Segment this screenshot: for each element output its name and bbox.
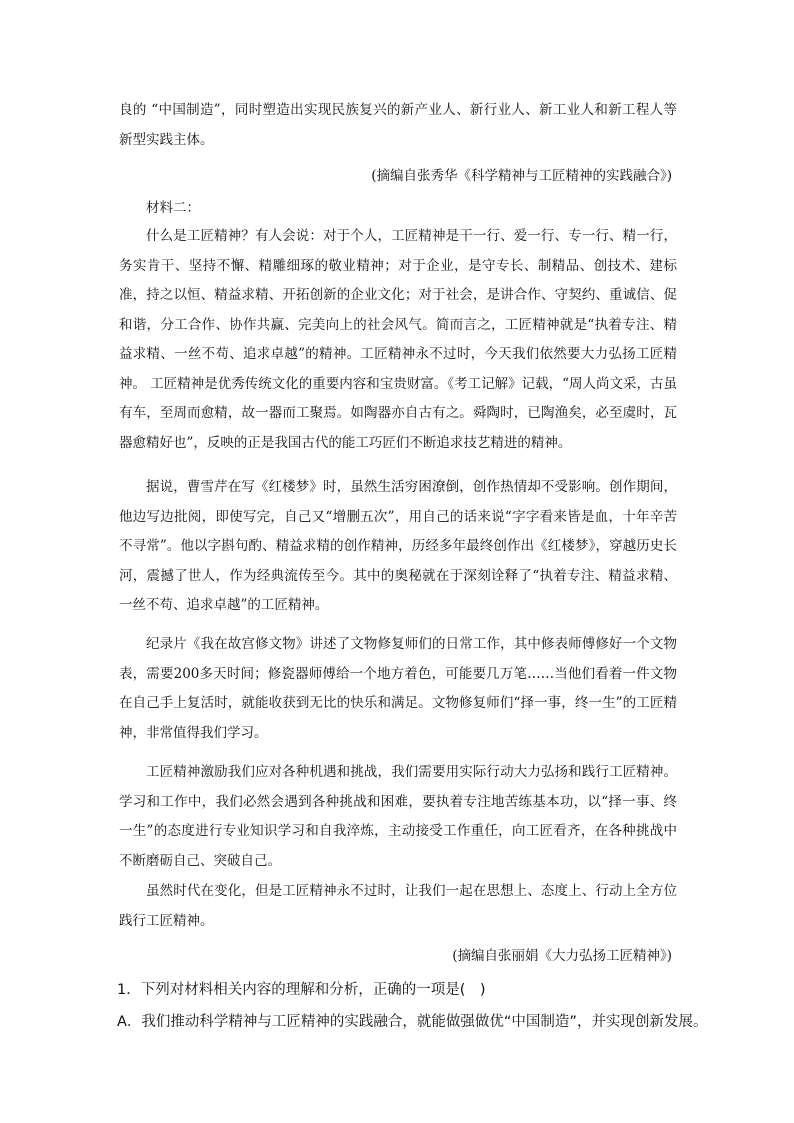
paragraph-3: 纪录片《我在故宫修文物》讲述了文物修复师们的日常工作，其中修表师傅修好一个文物表，需要200多天时间；修瓷器师傅给一个地方着色，可能要几万笔……当他们看着一件文物在自己手上复活时，就能收获到无比的快乐和满足。文物修复师们“择一事，终一生”的工匠精神，非常值得我们学习。 bbox=[119, 636, 677, 741]
paragraph-1: 什么是工匠精神？有人会说：对于个人，工匠精神是干一行、爱一行、专一行、精一行，务实肯干、坚持不懈、精雕细琢的敬业精神；对于企业，是守专长、制精品、创技术、建标准，持之以恒、精益求精、开拓创新的企业文化；对于社会，是讲合作、守契约、重诚信、促和谐，分工合作、协作共赢、完美向上的社会风气。简而言之，工匠精神就是“执着专注、精益求精、一丝不苟、追求卓越”的精神。工匠精神永不过时，今天我们依然要大力弘扬工匠精神。 工匠精神是优秀传统文化的重要内容和宝贵财富。《考工记解》记载，“周人尚文采，古虽有车，至周而愈精，故一器而工聚焉。如陶器亦自古有之。舜陶时，已陶渔矣，必至虞时，瓦器愈精好也”，反映的正是我国古代的能工巧匠们不断追求技艺精进的精神。 bbox=[119, 228, 677, 451]
question-1: 1．下列对材料相关内容的理解和分析，正确的一项是( ) bbox=[117, 982, 486, 998]
paragraph-5: 虽然时代在变化，但是工匠精神永不过时，让我们一起在思想上、态度上、行动上全方位践行工匠精神。 bbox=[119, 883, 677, 929]
material-2-heading: 材料二： bbox=[146, 200, 200, 216]
paragraph-2: 据说，曹雪芹在写《红楼梦》时，虽然生活穷困潦倒，创作热情却不受影响。创作期间，他边写边批阅，即使写完，自己又“增删五次”，用自己的话来说“字字看来皆是血，十年辛苦不寻常”。他以字斟句酌、精益求精的创作精神，历经多年最终创作出《红楼梦》，穿越历史长河，震撼了世人，作为经典流传至今。其中的奥秘就在于深刻诠释了“执着专注、精益求精、一丝不苟、追求卓越”的工匠精神。 bbox=[119, 479, 677, 613]
source-citation-2: (摘编自张丽娟《大力弘扬工匠精神》) bbox=[452, 948, 672, 964]
source-citation-1: (摘编自张秀华《科学精神与工匠精神的实践融合》) bbox=[371, 168, 672, 184]
intro-paragraph: 良的 “中国制造”，同时塑造出实现民族复兴的新产业人、新行业人、新工业人和新工程人等新型实践主体。 bbox=[119, 102, 677, 148]
paragraph-4: 工匠精神激励我们应对各种机遇和挑战，我们需要用实际行动大力弘扬和践行工匠精神。学习和工作中，我们必然会遇到各种挑战和困难，要执着专注地苦练基本功，以“择一事、终一生”的态度进行专业知识学习和自我淬炼，主动接受工作重任，向工匠看齐，在各种挑战中不断磨砺自己、突破自己。 bbox=[119, 764, 677, 869]
option-a: A．我们推动科学精神与工匠精神的实践融合，就能做强做优“中国制造”，并实现创新发展。 bbox=[117, 1014, 708, 1030]
